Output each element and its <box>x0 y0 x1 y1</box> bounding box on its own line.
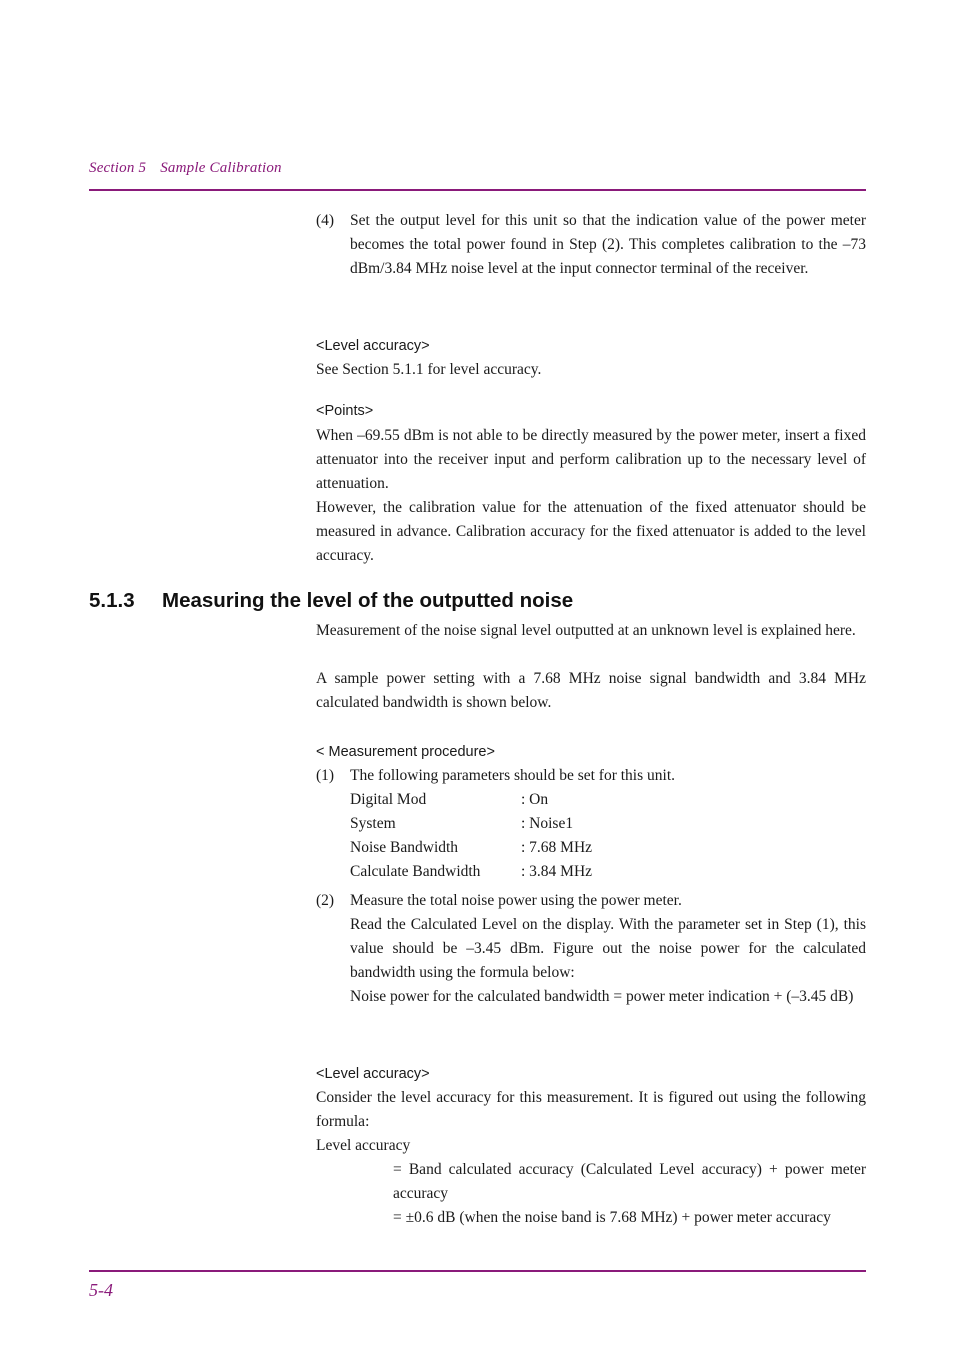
header-rule <box>89 189 866 191</box>
parameter-name: Noise Bandwidth <box>350 839 459 856</box>
level-accuracy-heading: <Level accuracy> <box>316 338 430 354</box>
step-4-text: Set the output level for this unit so that the indication value of the power meter becomes the total power found in Step (2). This completes calibration to the –73 dBm/3.84 MHz noise level at the input connector terminal of the receiver. <box>350 212 866 277</box>
procedure-heading: < Measurement procedure> <box>316 744 495 760</box>
page-number: 5-4 <box>89 1280 113 1300</box>
parameter-name: System <box>350 815 396 832</box>
points-heading: <Points> <box>316 403 374 419</box>
parameter-row <box>350 860 592 884</box>
section-title-text: Measuring the level of the outputted noise <box>162 589 574 612</box>
header-title: Sample Calibration <box>160 160 282 176</box>
section-intro-2: A sample power setting with a 7.68 MHz noise signal bandwidth and 3.84 MHz calculated bandwidth is shown below. <box>316 670 866 711</box>
procedure-step-2-number: (2) <box>316 892 335 909</box>
procedure-step-2-line-3: Noise power for the calculated bandwidth = power meter indication + (–3.45 dB) <box>350 988 854 1005</box>
section-number: 5.1.3 <box>89 589 135 612</box>
parameter-value: : On <box>521 791 549 808</box>
procedure-step-2 <box>316 889 866 1009</box>
parameter-list <box>350 788 592 884</box>
level-accuracy-label: Level accuracy <box>316 1137 411 1154</box>
parameter-value: : 3.84 MHz <box>521 863 593 880</box>
parameter-row <box>350 788 592 812</box>
formula-line-1: = Band calculated accuracy (Calculated Level accuracy) + power meter accuracy <box>393 1161 866 1202</box>
level-accuracy-text: See Section 5.1.1 for level accuracy. <box>316 361 542 378</box>
section-intro-1: Measurement of the noise signal level outputted at an unknown level is explained here. <box>316 622 856 639</box>
footer-rule <box>89 1270 866 1272</box>
procedure-step-2-line-1: Measure the total noise power using the power meter. <box>350 892 682 909</box>
step-4 <box>316 209 866 281</box>
parameter-value: : Noise1 <box>521 815 574 832</box>
procedure-step-1-number: (1) <box>316 767 335 784</box>
points-paragraph-1: When –69.55 dBm is not able to be directly measured by the power meter, insert a fixed attenuator into the receiver input and perform calibration up to the necessary level of attenuation. <box>316 427 866 492</box>
points-paragraph-2: However, the calibration value for the attenuation of the fixed attenuator should be measured in advance. Calibration accuracy for the fixed attenuator is added to the level accuracy. <box>316 499 866 564</box>
parameter-value: : 7.68 MHz <box>521 839 593 856</box>
parameter-name: Digital Mod <box>350 791 427 808</box>
parameter-row <box>350 812 592 836</box>
formula-line-2: = ±0.6 dB (when the noise band is 7.68 MHz) + power meter accuracy <box>393 1209 831 1226</box>
procedure-step-1-text: The following parameters should be set for this unit. <box>350 767 676 784</box>
level-accuracy-text-2: Consider the level accuracy for this measurement. It is figured out using the following formula: <box>316 1089 866 1130</box>
procedure-step-1 <box>316 764 866 788</box>
header-section: Section 5 <box>89 160 147 176</box>
running-header <box>89 160 282 177</box>
procedure-step-2-line-2: Read the Calculated Level on the display. With the parameter set in Step (1), this value should be –3.45 dBm. Figure out the noise power for the calculated bandwidth using the formula below: <box>350 916 866 981</box>
parameter-row <box>350 836 592 860</box>
step-4-number: (4) <box>316 212 335 229</box>
parameter-name: Calculate Bandwidth <box>350 863 481 880</box>
level-accuracy-heading-2: <Level accuracy> <box>316 1066 430 1082</box>
section-title <box>89 589 573 613</box>
